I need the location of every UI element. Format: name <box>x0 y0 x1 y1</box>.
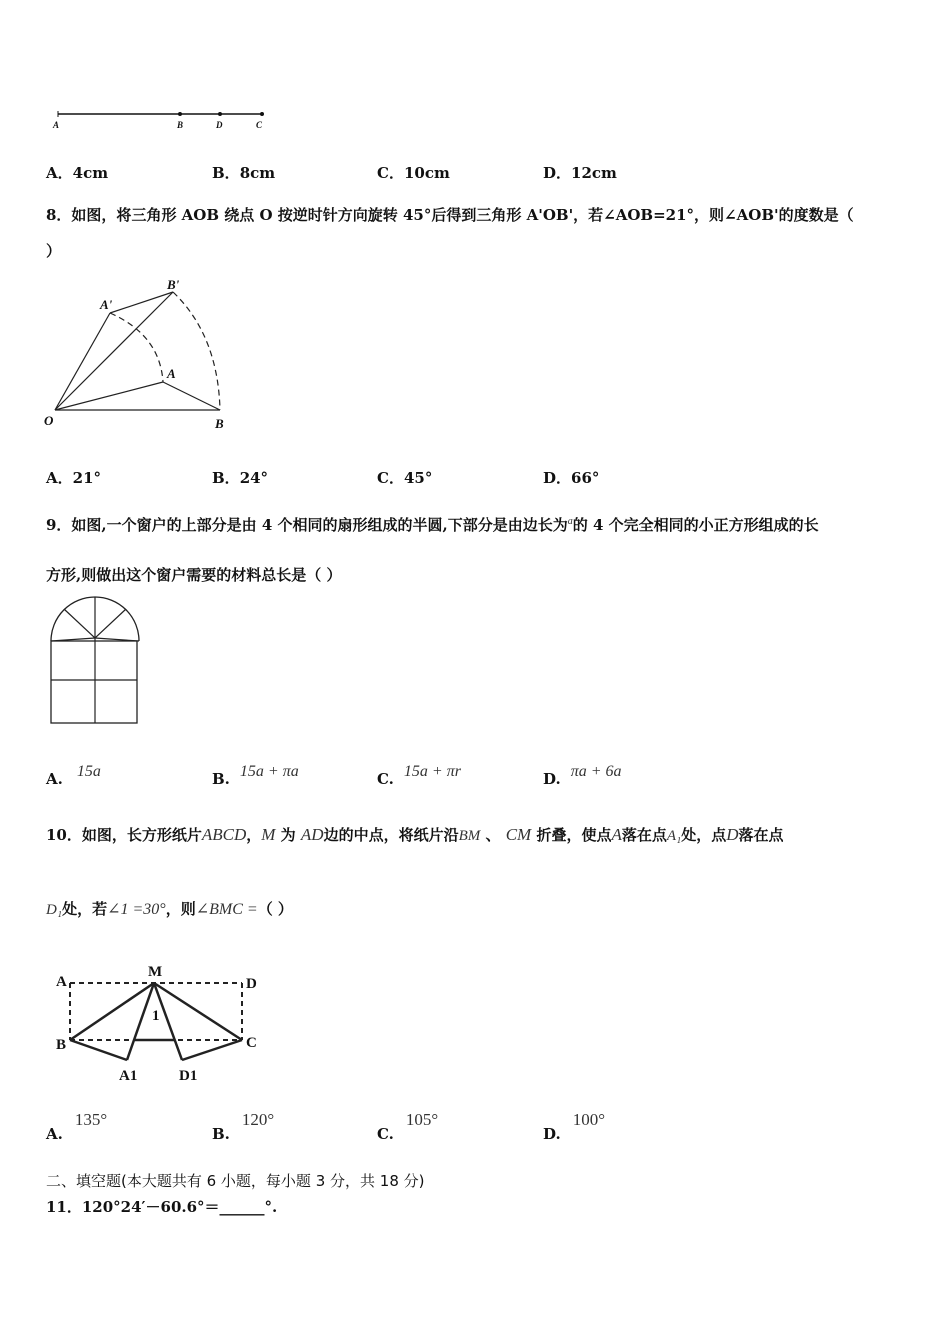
q8-option-b[interactable] <box>212 467 268 488</box>
option-label: C. <box>377 1125 394 1143</box>
option-value: πa + 6a <box>570 763 622 780</box>
q10-label-d: D <box>246 976 257 992</box>
q7-option-c[interactable] <box>377 162 450 183</box>
q10-var: M <box>261 825 276 844</box>
q9-option-c[interactable] <box>377 762 461 788</box>
q10-label-angle-1: 1 <box>152 1008 160 1024</box>
option-label: B． <box>212 164 240 182</box>
q10-fold-figure <box>52 958 272 1088</box>
q7-point-b <box>178 112 182 116</box>
option-label: D． <box>543 164 572 182</box>
q10-text: 处，若 <box>62 900 108 918</box>
q10-var: BM <box>458 828 481 844</box>
q10-label-m: M <box>148 964 163 980</box>
q7-point-c <box>260 112 264 116</box>
q10-var: ABCD <box>201 825 247 844</box>
q8-rotation-figure <box>40 275 240 435</box>
q10-label-c: C <box>246 1035 257 1051</box>
option-value: 66° <box>571 469 600 487</box>
option-label: D. <box>543 1125 561 1143</box>
option-value: 45° <box>403 469 433 487</box>
q10-var: D₁ <box>46 902 63 918</box>
q10-option-d[interactable] <box>543 1110 606 1143</box>
q10-var: ∠1 =30° <box>107 901 166 918</box>
q10-text: 、 <box>480 826 506 844</box>
option-value: 135° <box>74 1110 108 1129</box>
q10-var: D <box>726 825 739 844</box>
option-value: 10cm <box>403 164 450 182</box>
q10-text: ， <box>246 826 262 844</box>
q7-label-d: D <box>216 120 223 130</box>
q9-text-part2: 的 4 个完全相同的小正方形组成的长 <box>572 516 819 534</box>
q8-label-a: A <box>167 366 176 381</box>
q9-var-a: a <box>567 516 573 527</box>
option-label: D. <box>543 770 561 788</box>
option-value: 15a <box>76 763 101 780</box>
q10-question-text <box>46 824 784 845</box>
q8-option-a[interactable] <box>46 467 101 488</box>
section-2-title: 二、填空题(本大题共有 6 小题，每小题 3 分，共 18 分) <box>46 1172 425 1190</box>
q7-label-b: B <box>177 120 184 130</box>
option-value: 4cm <box>72 164 109 182</box>
q9-question-text <box>46 514 819 535</box>
q8-label-b: B <box>215 416 224 431</box>
option-label: D． <box>543 469 572 487</box>
q10-text: 10．如图，长方形纸片 <box>46 826 202 844</box>
option-label: B. <box>212 1125 230 1143</box>
q10-label-b: B <box>56 1037 67 1053</box>
option-label: C. <box>377 770 394 788</box>
q10-var: ∠BMC = <box>195 901 258 918</box>
q9-text-part1: 9．如图,一个窗户的上部分是由 4 个相同的扇形组成的半圆,下部分是由边长为 <box>46 516 568 534</box>
q7-option-d[interactable] <box>543 162 617 183</box>
option-label: A． <box>46 469 73 487</box>
q7-option-a[interactable] <box>46 162 108 183</box>
q10-text: 落在点 <box>621 826 667 844</box>
q8-label-a-prime: A' <box>100 297 113 312</box>
option-value: 15a + πa <box>239 763 299 780</box>
q8-label-o: O <box>44 413 54 428</box>
q9-option-a[interactable] <box>46 762 101 788</box>
option-label: C． <box>377 469 404 487</box>
q9-window-figure <box>44 594 148 728</box>
option-value: 100° <box>572 1110 606 1129</box>
option-label: A. <box>46 770 63 788</box>
option-label: C． <box>377 164 404 182</box>
q8-label-b-prime: B' <box>167 277 180 292</box>
q8-question-text-cont: ） <box>46 242 62 260</box>
q10-text: 落在点 <box>738 826 784 844</box>
q7-label-a: A <box>53 120 60 130</box>
option-value: 15a + πr <box>403 763 461 780</box>
option-label: B. <box>212 770 230 788</box>
q10-option-a[interactable] <box>46 1110 108 1143</box>
q7-point-d <box>218 112 222 116</box>
q7-option-b[interactable] <box>212 162 275 183</box>
q10-text: ，则 <box>165 900 196 918</box>
q10-text: 处，点 <box>681 826 727 844</box>
option-value: 24° <box>239 469 269 487</box>
q10-option-c[interactable] <box>377 1110 439 1143</box>
option-value: 12cm <box>571 164 617 182</box>
q10-text: 边的中点，将纸片沿 <box>323 826 459 844</box>
q9-question-text-cont: 方形,则做出这个窗户需要的材料总长是（ ） <box>46 566 342 584</box>
q10-var: AD <box>300 825 324 844</box>
q8-question-text: 8．如图，将三角形 AOB 绕点 O 按逆时针方向旋转 45°后得到三角形 A'OB'，若∠AOB=21°，则∠AOB'的度数是（ <box>46 206 854 224</box>
q10-text: 折叠，使点 <box>531 826 612 844</box>
q8-option-c[interactable] <box>377 467 432 488</box>
option-label: A. <box>46 1125 63 1143</box>
q7-segment-figure <box>50 104 270 134</box>
q10-label-a1: A1 <box>119 1068 138 1084</box>
q10-label-d1: D1 <box>179 1068 198 1084</box>
option-value: 105° <box>405 1110 439 1129</box>
option-value: 21° <box>72 469 102 487</box>
option-value: 120° <box>241 1110 275 1129</box>
q10-var: A <box>611 825 622 844</box>
q10-text: （ ） <box>257 900 293 918</box>
q9-option-b[interactable] <box>212 762 299 788</box>
q10-question-text-cont <box>46 898 293 919</box>
q8-option-d[interactable] <box>543 467 599 488</box>
option-label: A． <box>46 164 73 182</box>
option-value: 8cm <box>239 164 276 182</box>
q10-var: A₁ <box>666 828 682 844</box>
q10-var: CM <box>505 825 532 844</box>
q9-option-d[interactable] <box>543 762 622 788</box>
q10-option-b[interactable] <box>212 1110 275 1143</box>
q10-label-a: A <box>56 974 67 990</box>
q7-label-c: C <box>256 120 263 130</box>
q11-question-text: 11．120°24′－60.6°＝______°. <box>46 1198 278 1216</box>
option-label: B． <box>212 469 240 487</box>
q10-text: 为 <box>275 826 301 844</box>
